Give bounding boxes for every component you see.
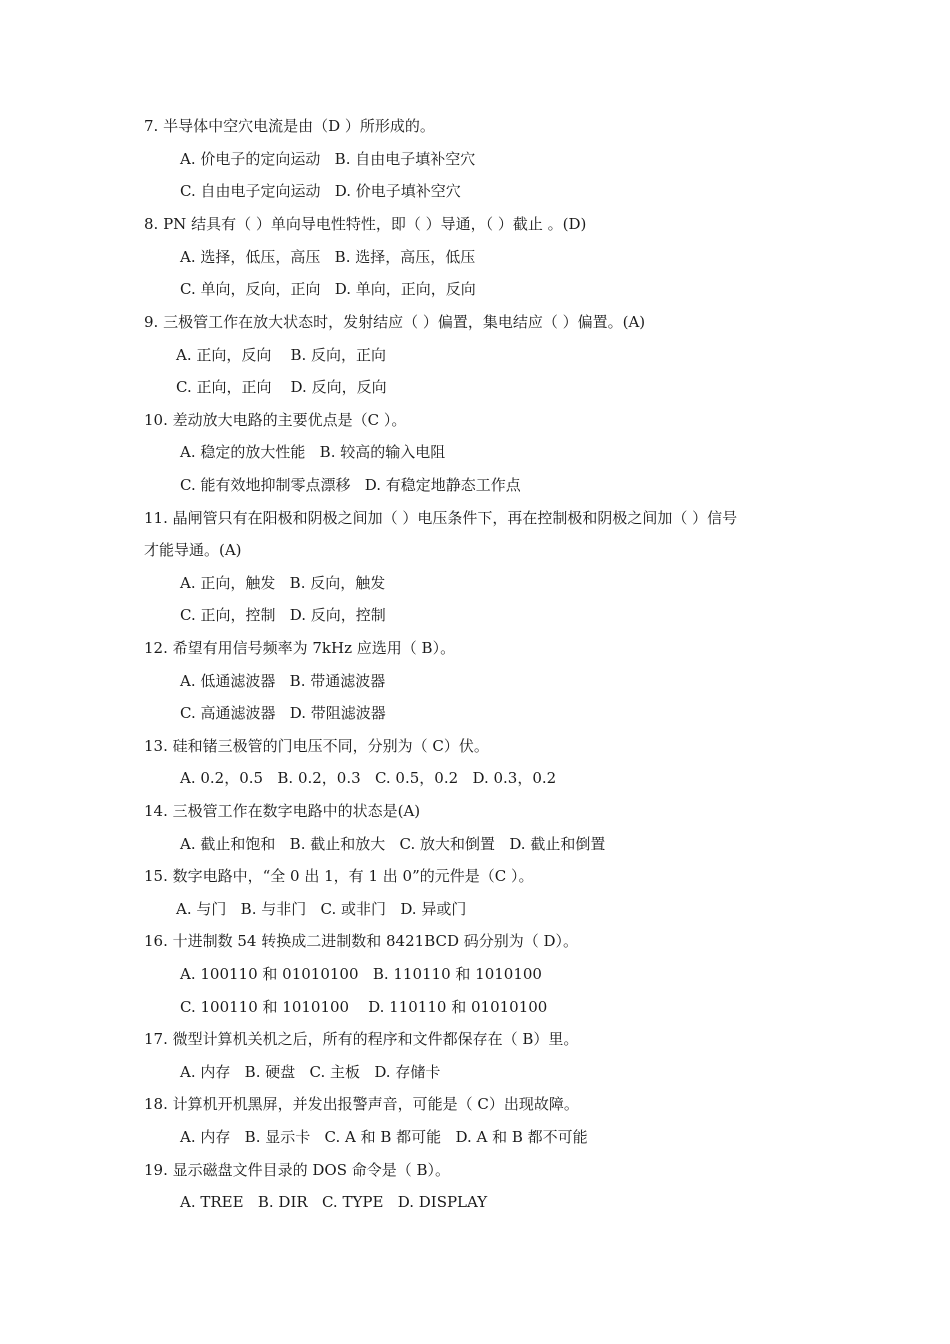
question-7-options-cd: C. 自由电子定向运动 D. 价电子填补空穴 [180, 182, 461, 200]
question-10-options-cd: C. 能有效地抑制零点漂移 D. 有稳定地静态工作点 [180, 476, 521, 494]
question-7-options-ab: A. 价电子的定向运动 B. 自由电子填补空穴 [180, 150, 476, 168]
question-17-options: A. 内存 B. 硬盘 C. 主板 D. 存储卡 [180, 1063, 441, 1081]
question-10: 10. 差动放大电路的主要优点是（C ）。 [144, 411, 407, 429]
question-8: 8. PN 结具有（ ）单向导电性特性，即（ ）导通，（ ）截止 。(D) [144, 215, 587, 233]
question-17: 17. 微型计算机关机之后，所有的程序和文件都保存在（ B）里。 [144, 1030, 579, 1048]
question-12-options-ab: A. 低通滤波器 B. 带通滤波器 [180, 672, 386, 690]
question-16-options-cd: C. 100110 和 1010100 D. 110110 和 01010100 [180, 998, 548, 1016]
question-16: 16. 十进制数 54 转换成二进制数和 8421BCD 码分别为（ D）。 [144, 932, 579, 950]
question-11-continued: 才能导通。(A) [144, 541, 242, 559]
question-18-options: A. 内存 B. 显示卡 C. A 和 B 都可能 D. A 和 B 都不可能 [180, 1128, 588, 1146]
question-16-options-ab: A. 100110 和 01010100 B. 110110 和 1010100 [180, 965, 542, 983]
question-11-options-cd: C. 正向，控制 D. 反向，控制 [180, 606, 386, 624]
question-19: 19. 显示磁盘文件目录的 DOS 命令是（ B）。 [144, 1161, 451, 1179]
question-8-options-cd: C. 单向，反向，正向 D. 单向，正向，反向 [180, 280, 476, 298]
question-12-options-cd: C. 高通滤波器 D. 带阻滤波器 [180, 704, 386, 722]
question-18: 18. 计算机开机黑屏，并发出报警声音，可能是（ C）出现故障。 [144, 1095, 579, 1113]
question-9: 9. 三极管工作在放大状态时，发射结应（ ）偏置，集电结应（ ）偏置。(A) [144, 313, 646, 331]
question-11: 11. 晶闸管只有在阳极和阴极之间加（ ）电压条件下，再在控制极和阴极之间加（ ）信号 [144, 509, 738, 527]
question-9-options-ab: A. 正向，反向 B. 反向，正向 [176, 346, 387, 364]
question-13-options: A. 0.2，0.5 B. 0.2，0.3 C. 0.5，0.2 D. 0.3，0.2 [180, 769, 557, 787]
question-11-options-ab: A. 正向，触发 B. 反向，触发 [180, 574, 386, 592]
question-19-options: A. TREE B. DIR C. TYPE D. DISPLAY [180, 1193, 488, 1211]
question-15: 15. 数字电路中，“全 0 出 1，有 1 出 0”的元件是（C ）。 [144, 867, 534, 885]
question-12: 12. 希望有用信号频率为 7kHz 应选用（ B）。 [144, 639, 456, 657]
question-13: 13. 硅和锗三极管的门电压不同，分别为（ C）伏。 [144, 737, 489, 755]
question-14: 14. 三极管工作在数字电路中的状态是(A) [144, 802, 421, 820]
question-8-options-ab: A. 选择，低压，高压 B. 选择，高压，低压 [180, 248, 476, 266]
question-7: 7. 半导体中空穴电流是由（D ）所形成的。 [144, 117, 435, 135]
question-14-options: A. 截止和饱和 B. 截止和放大 C. 放大和倒置 D. 截止和倒置 [180, 835, 606, 853]
question-9-options-cd: C. 正向，正向 D. 反向，反向 [176, 378, 387, 396]
question-10-options-ab: A. 稳定的放大性能 B. 较高的输入电阻 [180, 443, 446, 461]
question-15-options: A. 与门 B. 与非门 C. 或非门 D. 异或门 [176, 900, 467, 918]
